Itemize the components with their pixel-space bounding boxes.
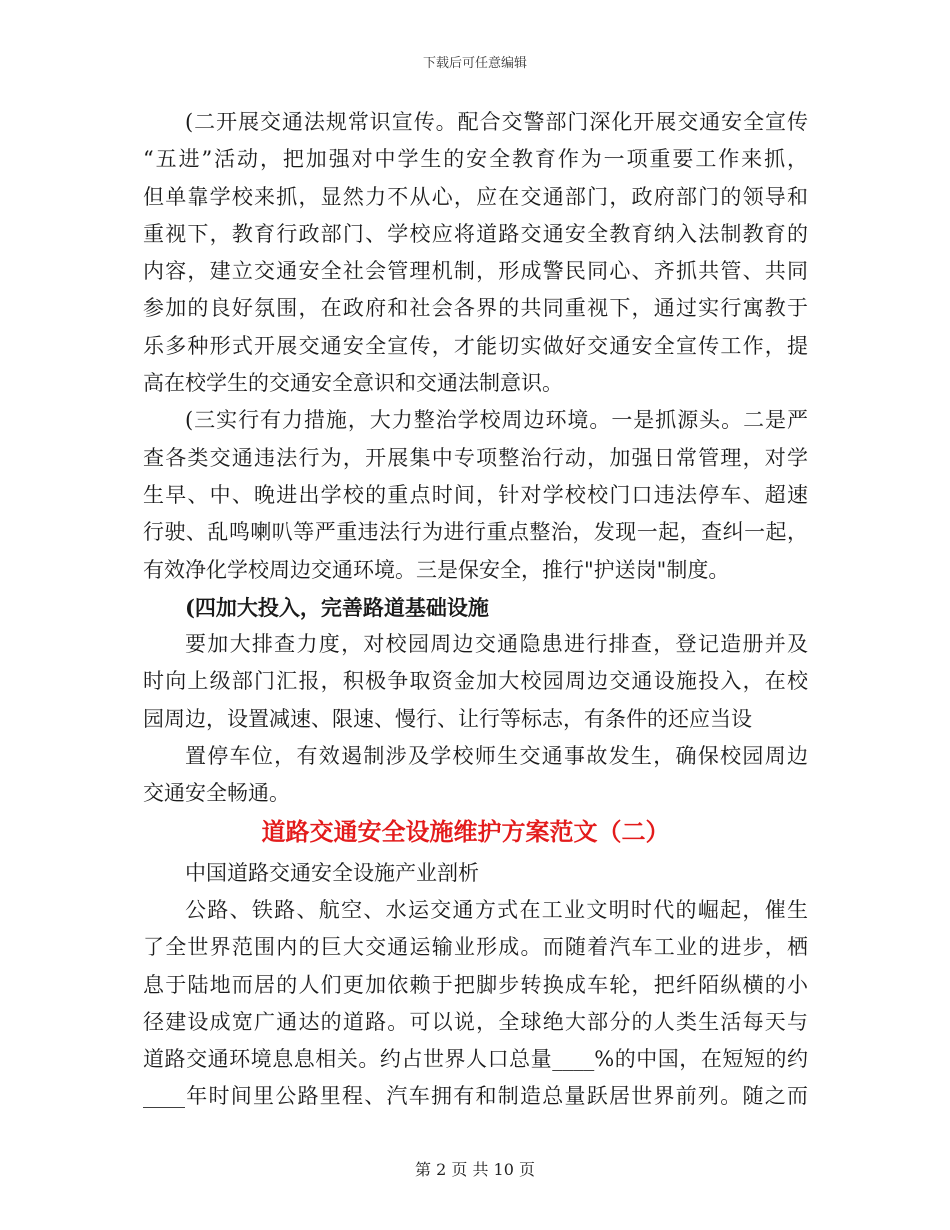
text-line: 要加大排查力度，对校园周边交通隐患进行排查，登记造册并及 [185, 632, 808, 657]
text-line: 了全世界范围内的巨大交通运输业形成。而随着汽车工业的进步，栖 [143, 935, 808, 960]
text-line: (二开展交通法规常识宣传。配合交警部门深化开展交通安全宣传 [185, 110, 808, 134]
text-line: 时向上级部门汇报，积极争取资金加大校园周边交通设施投入，在校 [143, 669, 808, 694]
text-line: ____年时间里公路里程、汽车拥有和制造总量跃居世界前列。随之而 [143, 1084, 808, 1109]
text-line: 道路交通环境息息相关。约占世界人口总量____%的中国，在短短的约 [143, 1047, 808, 1072]
text-line: 内容，建立交通安全社会管理机制，形成警民同心、齐抓共管、共同 [143, 259, 808, 284]
text-line: 查各类交通违法行为，开展集中专项整治行动，加强日常管理，对学 [143, 445, 808, 470]
text-line: 高在校学生的交通安全意识和交通法制意识。 [143, 371, 563, 396]
page-header: 下载后可任意编辑 [422, 56, 527, 71]
text-line: 但单靠学校来抓，显然力不从心，应在交通部门，政府部门的领导和 [143, 184, 808, 209]
text-line: 有效净化学校周边交通环境。三是保安全，推行"护送岗"制度。 [143, 557, 730, 582]
text-line: “五进”活动，把加强对中学生的安全教育作为一项重要工作来抓， [143, 147, 808, 172]
text-line: 息于陆地而居的人们更加依赖于把脚步转换成车轮，把纤陌纵横的小 [143, 972, 808, 997]
text-line: 生早、中、晚进出学校的重点时间，针对学校校门口违法停车、超速 [143, 482, 808, 507]
text-line: 中国道路交通安全设施产业剖析 [185, 860, 479, 885]
section-title: 道路交通安全设施维护方案范文（二） [261, 816, 670, 846]
text-line: 交通安全畅通。 [143, 781, 290, 806]
text-line: 行驶、乱鸣喇叭等严重违法行为进行重点整治，发现一起，查纠一起， [143, 520, 808, 545]
text-line: (三实行有力措施，大力整治学校周边环境。一是抓源头。二是严 [185, 408, 808, 433]
text-line: 公路、铁路、航空、水运交通方式在工业文明时代的崛起，催生 [185, 897, 808, 922]
text-line: 参加的良好氛围，在政府和社会各界的共同重视下，通过实行寓教于 [143, 296, 808, 321]
text-line: 乐多种形式开展交通安全宣传，才能切实做好交通安全宣传工作，提 [143, 333, 808, 358]
page-footer: 第 2 页 共 10 页 [415, 1160, 535, 1179]
section-heading-line: (四加大投入，完善路道基础设施 [185, 594, 489, 620]
document-body [143, 104, 808, 1116]
text-line: 置停车位，有效遏制涉及学校师生交通事故发生，确保校园周边 [185, 744, 808, 769]
text-line: 园周边，设置减速、限速、慢行、让行等标志，有条件的还应当设 [143, 706, 752, 731]
text-line: 重视下，教育行政部门、学校应将道路交通安全教育纳入法制教育的 [143, 221, 808, 246]
text-line: 径建设成宽广通达的道路。可以说，全球绝大部分的人类生活每天与 [143, 1009, 808, 1034]
